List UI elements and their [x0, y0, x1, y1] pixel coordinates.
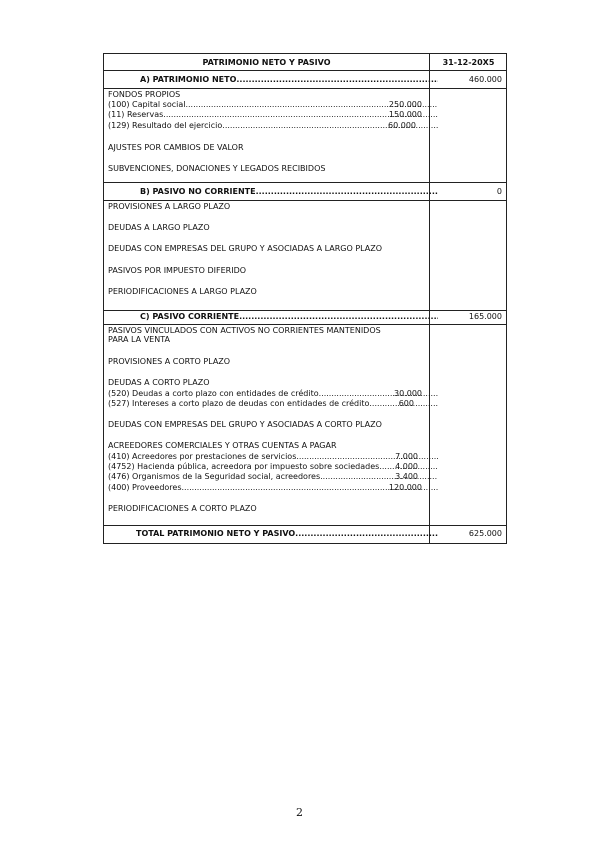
- header-date: 31-12-20X5: [442, 58, 495, 67]
- divider: [104, 525, 506, 526]
- section-c-title: C) PASIVO CORRIENTE: [140, 312, 240, 321]
- section-a-total: 460.000: [468, 75, 502, 84]
- section-b-title: B) PASIVO NO CORRIENTE: [140, 187, 256, 196]
- divider: [104, 70, 506, 71]
- divider: [104, 324, 506, 325]
- divider: [104, 88, 506, 89]
- divider: [104, 200, 506, 201]
- balance-sheet-table: PATRIMONIO NETO Y PASIVO 31-12-20X5 A) PATRIMONIO NETO ..... 460.000 FONDOS PROPIOS (100) Capital social ..... 250.000 (11) Reservas ..... 150.000 (129) Resultado del ejercicio ..... 60.000 AJUSTES POR CAMBIOS DE VALOR SUBVENCIONES, DONACIONES Y LEGADOS RECIBIDOS B) PASIVO NO CORRIENTE ..... 0 PROVISIONES A LARGO PLAZO DEUDAS A LARGO PLAZO DEUDAS CON EMPRESAS DEL GRUPO Y ASOCIADAS A LARGO PLAZO PASIVOS POR IMPUESTO DIFERIDO PERIODIFICACIONES A LARGO PLAZO C) PASIVO CORRIENTE ..... 165.000 PASIVOS VINCULADOS CON ACTIVOS NO CORRIENTES MANTENIDOS PARA LA VENTA PROVISIONES A CORTO PLAZO DEUDAS A CORTO PLAZO (520) Deudas a corto plazo con entidades de crédito ..... 30.000 (527) Intereses a corto plazo de deudas con entidades de crédito ..... 600 DEUDAS CON EMPRESAS DEL GRUPO Y ASOCIADAS A CORTO PLAZO ACREEDORES COMERCIALES Y OTRAS CUENTAS A PAGAR (410) Acreedores por prestaciones de servicios ..... 7.000 (4752) Hacienda pública, acreedora por impuesto sobre sociedades ..... 4.000 (476) Organismos de la Seguridad social, acreedores ..... 3.400 (400) Proveedores ..... 120.000 PERIODIFICACIONES A CORTO PLAZO TOTAL PATRIMONIO NETO Y PASIVO ..... 625.000: [103, 53, 507, 544]
- divider: [104, 182, 506, 183]
- section-c-total: 165.000: [468, 312, 502, 321]
- total-value: 625.000: [468, 529, 502, 538]
- section-a-title: A) PATRIMONIO NETO: [140, 75, 237, 84]
- section-b-total: 0: [496, 187, 502, 196]
- header-title: PATRIMONIO NETO Y PASIVO: [202, 58, 331, 67]
- page-number: 2: [296, 806, 303, 819]
- divider: [104, 310, 506, 311]
- total-label: TOTAL PATRIMONIO NETO Y PASIVO: [136, 529, 296, 538]
